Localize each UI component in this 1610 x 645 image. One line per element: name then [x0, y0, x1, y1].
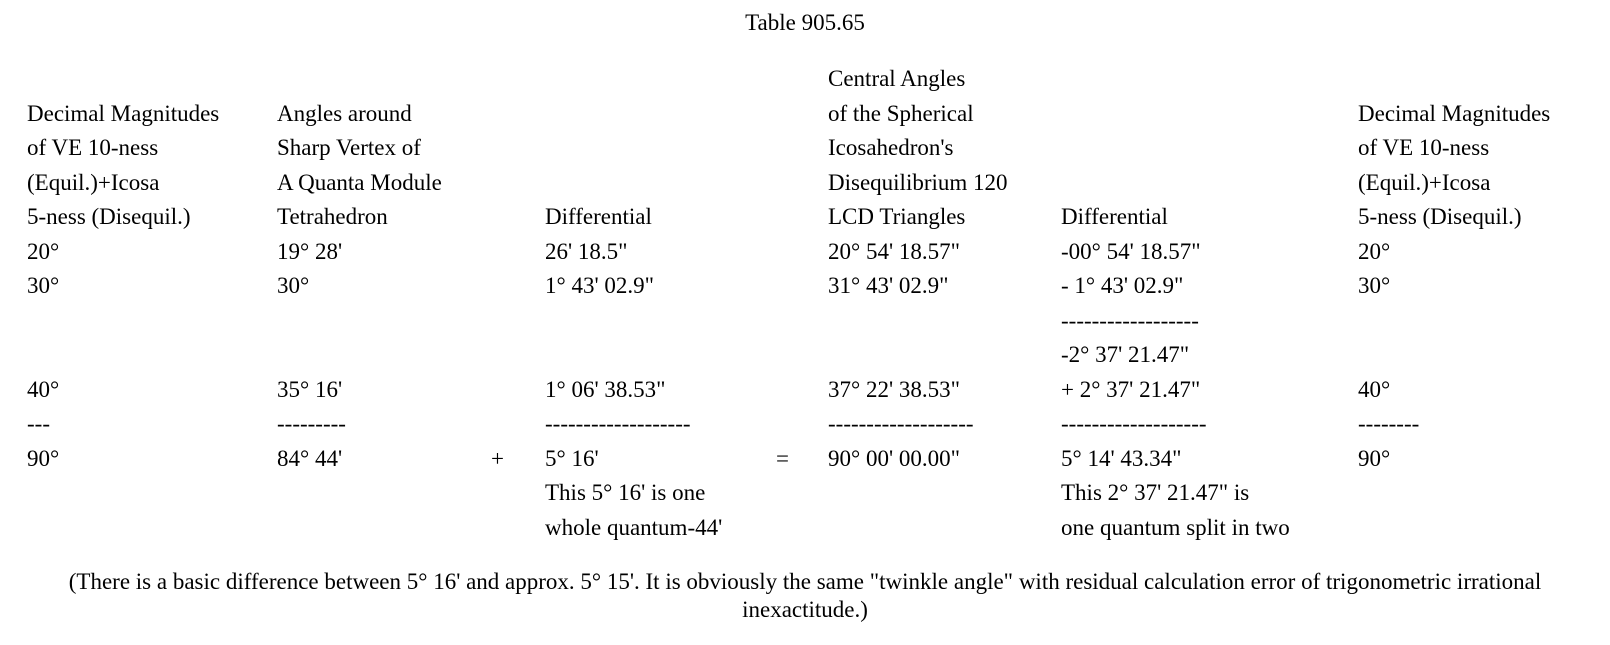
table-cell: ------------------- [545, 411, 691, 436]
header-line: Tetrahedron [277, 204, 388, 229]
table-cell: 1° 06' 38.53" [545, 376, 666, 402]
table-cell [27, 476, 219, 511]
plus-operator: + [491, 446, 504, 471]
header-line: Icosahedron's [828, 135, 954, 160]
header-line: of the Spherical [828, 100, 974, 126]
header-line [545, 62, 722, 97]
header-line: Decimal Magnitudes [27, 100, 220, 126]
footnote: (There is a basic difference between 5° 16' and approx. 5° 15'. It is obviously the same "twinkle angle" with residual calculation error of trigonometric irrational inexactitude.) [68, 569, 1542, 622]
column-decimal-magnitudes-right [1358, 62, 1550, 545]
table-cell: 40° [1358, 376, 1391, 402]
table-cell: 26' 18.5" [545, 238, 628, 264]
table-cell: 90° [1358, 445, 1391, 471]
header-line: Sharp Vertex of [277, 135, 421, 160]
column-angles-sharp-vertex [277, 62, 442, 545]
table-cell: 40° [27, 376, 60, 402]
table-cell: ------------------- [828, 411, 974, 436]
table-cell: 90° 00' 00.00" [828, 445, 960, 471]
table-cell [277, 304, 442, 339]
table-cell: 30° [27, 273, 60, 298]
header-line: LCD Triangles [828, 204, 966, 229]
header-line: Angles around [277, 100, 412, 126]
table-cell [828, 338, 1008, 373]
table-cell: 30° [1358, 273, 1391, 298]
header-line: Central Angles [828, 66, 966, 91]
equals-operator: = [776, 446, 789, 471]
table-cell: ------------------- [1061, 411, 1207, 436]
header-line: Differential [545, 204, 652, 229]
header-line [1061, 97, 1290, 132]
table-cell: + 2° 37' 21.47" [1061, 376, 1201, 402]
table-cell [277, 338, 442, 373]
table-cell: -2° 37' 21.47" [1061, 342, 1190, 367]
table-cell: --------- [277, 411, 346, 436]
header-line [545, 166, 722, 201]
table-cell [828, 304, 1008, 339]
header-line [1061, 131, 1290, 166]
header-line: of VE 10-ness [1358, 135, 1490, 160]
column-differential-2 [1061, 62, 1290, 545]
column-central-angles [828, 62, 1008, 545]
table-title: Table 905.65 [745, 10, 865, 35]
table-cell: 1° 43' 02.9" [545, 273, 654, 298]
header-line: (Equil.)+Icosa [27, 169, 160, 195]
table-cell: 37° 22' 38.53" [828, 376, 960, 402]
table-cell [1358, 304, 1550, 339]
table-cell: 31° 43' 02.9" [828, 273, 949, 298]
table-cell: - 1° 43' 02.9" [1061, 273, 1184, 298]
table-cell [1358, 511, 1550, 546]
table-cell [27, 511, 219, 546]
table-cell: 20° 54' 18.57" [828, 238, 960, 264]
table-cell: one quantum split in two [1061, 514, 1290, 540]
table-cell: 90° [27, 445, 60, 471]
table-cell: -------- [1358, 411, 1420, 436]
header-line [27, 62, 219, 97]
table-cell: 30° [277, 273, 310, 298]
header-line: Differential [1061, 204, 1168, 229]
column-differential-1 [545, 62, 722, 545]
table-cell: -00° 54' 18.57" [1061, 238, 1201, 264]
table-cell [1358, 476, 1550, 511]
table-cell [1358, 338, 1550, 373]
table-cell: 5° 14' 43.34" [1061, 445, 1182, 471]
table-cell [27, 338, 219, 373]
header-line: Decimal Magnitudes [1358, 100, 1551, 126]
table-cell: 20° [1358, 238, 1391, 264]
table-cell: 35° 16' [277, 376, 343, 402]
header-line [1061, 62, 1290, 97]
column-decimal-magnitudes-left [27, 62, 219, 545]
table-cell: 5° 16' [545, 445, 599, 471]
header-line [1358, 62, 1550, 97]
table-cell: 20° [27, 238, 60, 264]
table-cell: This 2° 37' 21.47" is [1061, 480, 1250, 505]
table-cell: --- [27, 411, 50, 436]
table-cell: This 5° 16' is one [545, 480, 706, 505]
header-line [545, 131, 722, 166]
header-line: Disequilibrium 120 [828, 169, 1008, 195]
table-cell [27, 304, 219, 339]
table-cell: 84° 44' [277, 445, 343, 471]
table-cell [545, 304, 722, 339]
header-line: 5-ness (Disequil.) [27, 204, 191, 229]
table-cell [828, 476, 1008, 511]
table-cell [545, 338, 722, 373]
header-line [545, 97, 722, 132]
header-line [277, 62, 442, 97]
table-cell [277, 476, 442, 511]
header-line: A Quanta Module [277, 169, 442, 195]
table-cell: whole quantum-44' [545, 514, 723, 540]
table-cell [277, 511, 442, 546]
header-line [1061, 166, 1290, 201]
table-cell [828, 511, 1008, 546]
header-line: of VE 10-ness [27, 135, 159, 160]
header-line: (Equil.)+Icosa [1358, 169, 1491, 195]
table-cell: ------------------ [1061, 307, 1199, 333]
table-cell: 19° 28' [277, 238, 343, 264]
header-line: 5-ness (Disequil.) [1358, 204, 1522, 229]
